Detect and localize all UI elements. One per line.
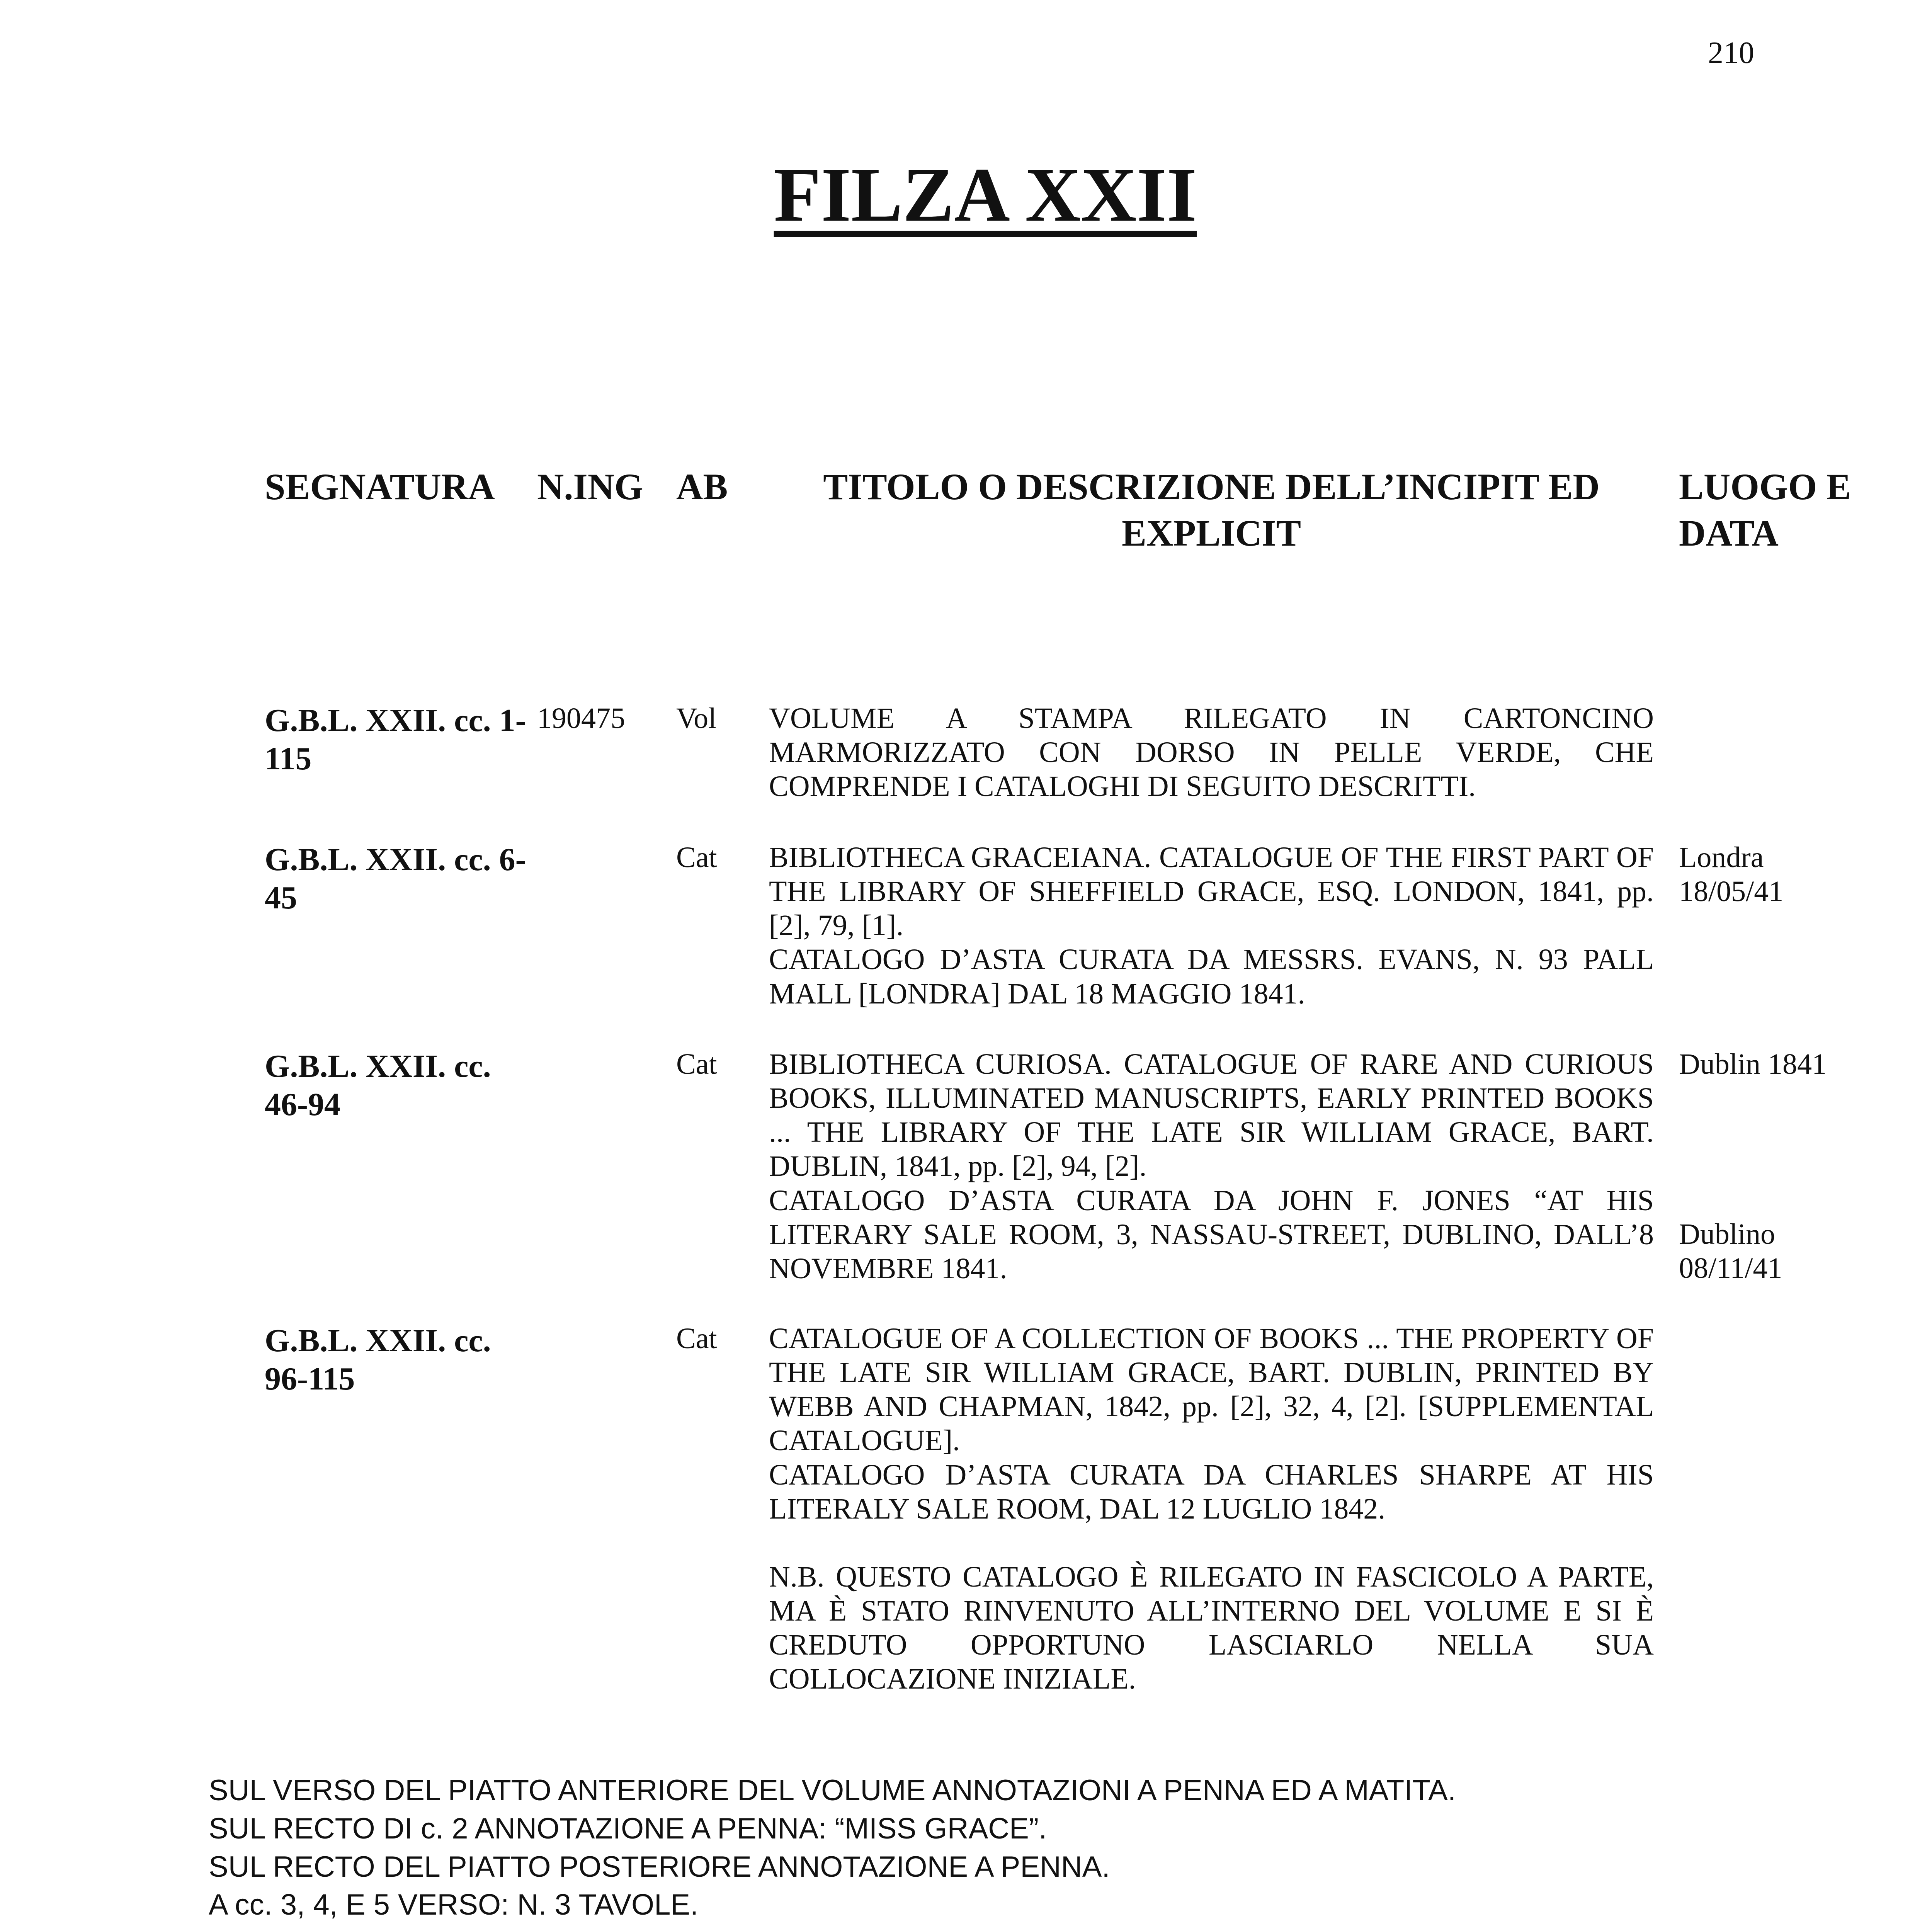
note-line: A cc. 3, 4, E 5 VERSO: N. 3 TAVOLE.: [209, 1888, 699, 1922]
entry-segnatura: G.B.L. XXII. cc. 96-115: [265, 1323, 491, 1397]
description-paragraph: CATALOGO D’ASTA CURATA DA MESSRS. EVANS, N. 93 PALL MALL [LONDRA] DAL 18 MAGGIO 1841.: [769, 943, 1654, 1010]
note-line: SUL RECTO DEL PIATTO POSTERIORE ANNOTAZIONE A PENNA.: [209, 1850, 1110, 1883]
entry-n-ing: 190475: [537, 702, 625, 735]
entry-segnatura: G.B.L. XXII. cc. 1-115: [265, 702, 526, 777]
header-luogo: LUOGO E DATA: [1679, 466, 1851, 554]
entry-ab: Vol: [676, 702, 717, 735]
header-n-ing: N.ING: [537, 466, 643, 507]
page-number: 210: [1708, 36, 1754, 70]
description-paragraph: CATALOGUE OF A COLLECTION OF BOOKS ... THE PROPERTY OF THE LATE SIR WILLIAM GRACE, BART. DUBLIN, PRINTED BY WEBB AND CHAPMAN, 1842, pp. [2], 32, 4, [2]. [SUPPLEMENTAL CATALOGUE].: [769, 1322, 1654, 1457]
entry-segnatura: G.B.L. XXII. cc. 6-45: [265, 842, 526, 916]
entry-description: [769, 1047, 1654, 1286]
entry-luogo: [1679, 1047, 1895, 1081]
description-note: N.B. QUESTO CATALOGO È RILEGATO IN FASCICOLO A PARTE, MA È STATO RINVENUTO ALL’INTERNO DEL VOLUME E SI È CREDUTO OPPORTUNO LASCIARLO NELLA SUA COLLOCAZIONE INIZIALE.: [769, 1560, 1654, 1696]
page-title: FILZA XXII: [774, 152, 1197, 238]
luogo-line: Dublin 1841: [1679, 1048, 1827, 1080]
header-segnatura: SEGNATURA: [265, 466, 495, 507]
header-ab: AB: [676, 466, 728, 507]
entry-description: [769, 701, 1654, 803]
description-paragraph: CATALOGO D’ASTA CURATA DA CHARLES SHARPE AT HIS LITERALY SALE ROOM, DAL 12 LUGLIO 1842.: [769, 1458, 1654, 1525]
luogo-line: 08/11/41: [1679, 1252, 1782, 1285]
note-line: SUL RECTO DI c. 2 ANNOTAZIONE A PENNA: “MISS GRACE”.: [209, 1812, 1047, 1845]
luogo-line: 18/05/41: [1679, 875, 1784, 908]
header-titolo: TITOLO O DESCRIZIONE DELL’INCIPIT ED EXPLICIT: [823, 466, 1600, 554]
luogo-line: Dublino: [1679, 1218, 1776, 1250]
entry-description: [769, 840, 1654, 1011]
note-line: SUL VERSO DEL PIATTO ANTERIORE DEL VOLUME ANNOTAZIONI A PENNA ED A MATITA.: [209, 1774, 1456, 1807]
entry-luogo: [1679, 1217, 1895, 1285]
description-paragraph: VOLUME A STAMPA RILEGATO IN CARTONCINO MARMORIZZATO CON DORSO IN PELLE VERDE, CHE COMPRENDE I CATALOGHI DI SEGUITO DESCRITTI.: [769, 702, 1654, 803]
entry-description: [769, 1321, 1654, 1696]
entry-ab: Cat: [676, 1322, 717, 1355]
notes: [209, 1772, 1456, 1924]
description-paragraph: CATALOGO D’ASTA CURATA DA JOHN F. JONES “AT HIS LITERARY SALE ROOM, 3, NASSAU-STREET, DUBLINO, DALL’8 NOVEMBRE 1841.: [769, 1184, 1654, 1285]
entry-luogo: [1679, 840, 1895, 908]
entry-segnatura: G.B.L. XXII. cc. 46-94: [265, 1048, 491, 1123]
luogo-line: Londra: [1679, 841, 1764, 874]
description-paragraph: BIBLIOTHECA CURIOSA. CATALOGUE OF RARE AND CURIOUS BOOKS, ILLUMINATED MANUSCRIPTS, EARLY PRINTED BOOKS ... THE LIBRARY OF THE LATE SIR WILLIAM GRACE, BART. DUBLIN, 1841, pp. [2], 94, [2].: [769, 1048, 1654, 1183]
description-paragraph: BIBLIOTHECA GRACEIANA. CATALOGUE OF THE FIRST PART OF THE LIBRARY OF SHEFFIELD GRACE, ESQ. LONDON, 1841, pp. [2], 79, [1].: [769, 841, 1654, 942]
entry-ab: Cat: [676, 1048, 717, 1080]
entry-ab: Cat: [676, 841, 717, 874]
